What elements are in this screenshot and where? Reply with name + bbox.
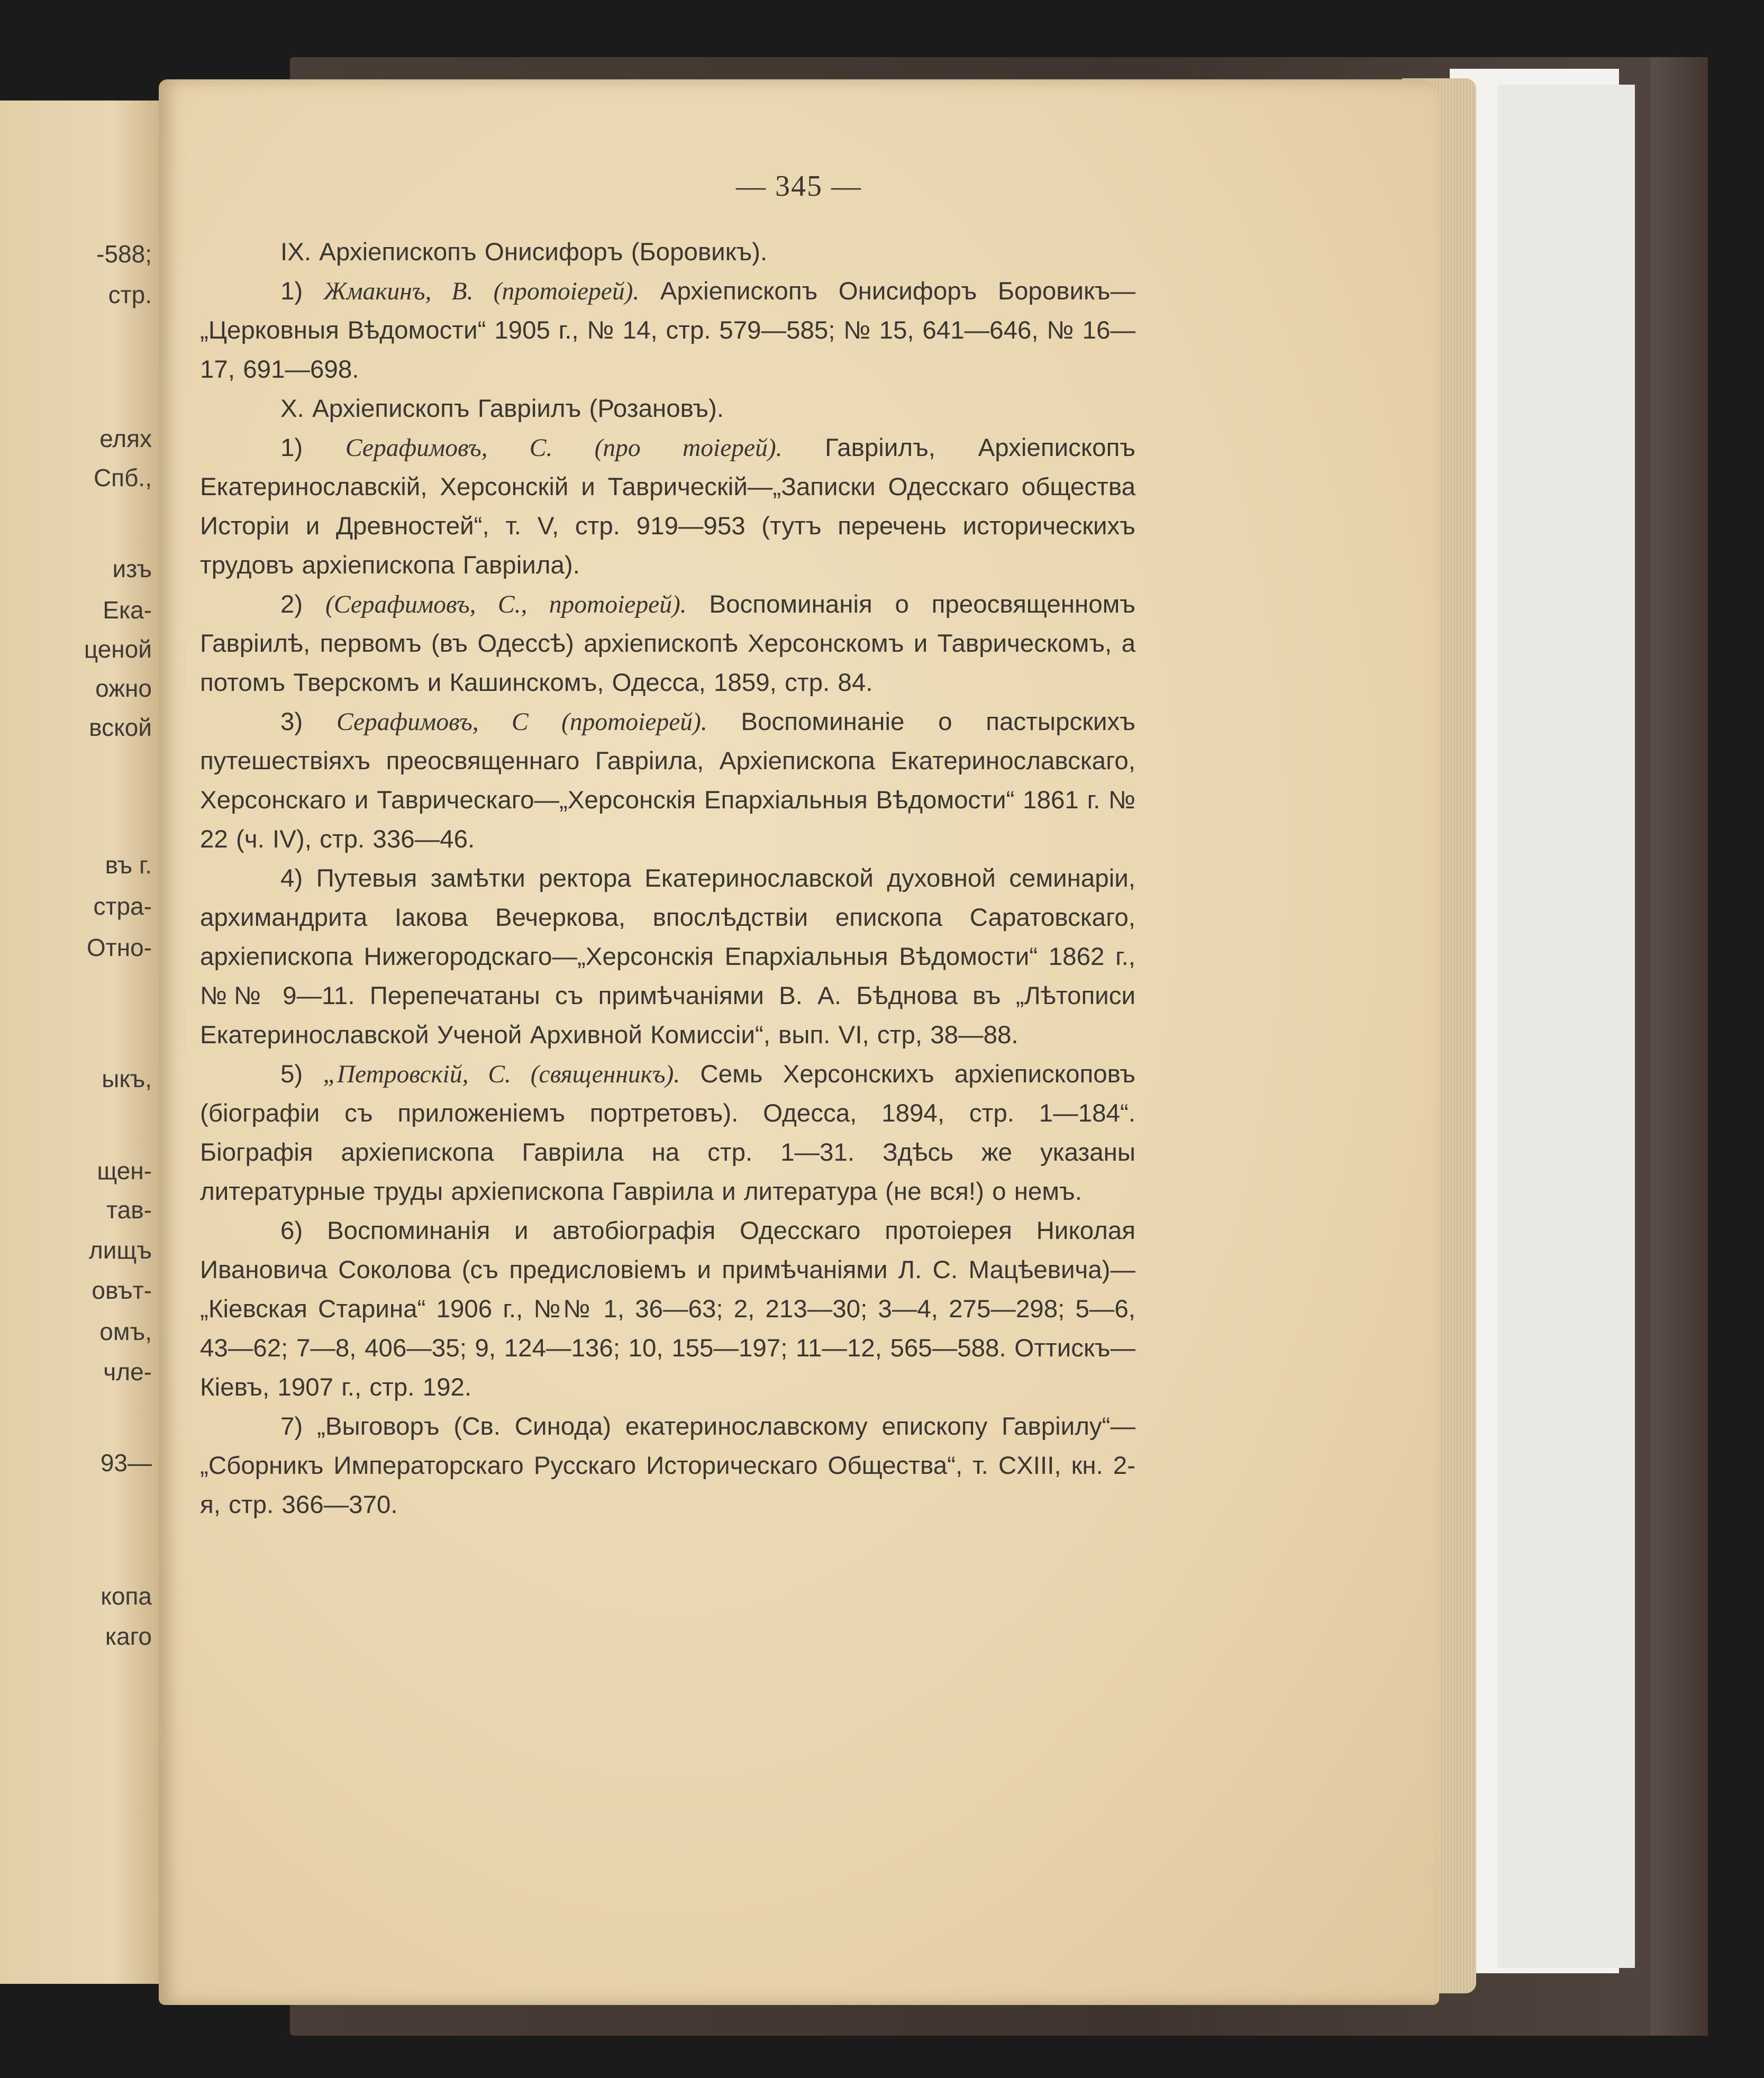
entry-number: 6)	[280, 1217, 303, 1245]
left-fragment: лищъ	[88, 1236, 152, 1264]
bibliography-entry	[200, 1055, 1135, 1211]
entry-number: 1)	[280, 434, 303, 462]
left-fragment: тав-	[106, 1196, 152, 1224]
entry-text: „Выговоръ (Св. Синода) екатеринославскому епископу Гавріилу“—„Сборникъ Императорскаго Русскаго Историческаго Общества“, т. CXIII, кн. 2-я, стр. 366—370.	[200, 1412, 1135, 1519]
white-sheet-back	[1497, 85, 1635, 1968]
entry-author: Серафимовъ, С. (про тоіерей).	[345, 434, 783, 462]
left-fragment: Спб.,	[93, 464, 152, 491]
entry-number: 5)	[280, 1060, 303, 1088]
entry-number: 2)	[280, 590, 303, 618]
left-fragment: вской	[89, 714, 152, 741]
entry-author: (Серафимовъ, С., протоіерей).	[325, 591, 687, 618]
left-fragment: ыкъ,	[102, 1065, 152, 1092]
book-cover-edge	[1651, 57, 1708, 2036]
left-fragment: копа	[101, 1582, 152, 1610]
left-fragment: въ г.	[105, 851, 152, 879]
bibliography-entry	[200, 703, 1135, 859]
entry-text: Воспоминаніе о пастырскихъ путешествіяхъ преосвященнаго Гавріила, Архіепископа Екатеринославскаго, Херсонскаго и Таврическаго—„Херсонскія Епархіальныя Вѣдомости“ 1861 г. № 22 (ч. IV), стр. 336—46.	[200, 708, 1135, 853]
left-fragment: стра-	[93, 892, 152, 920]
bibliography-entry	[200, 1407, 1135, 1525]
entry-number: 1)	[280, 277, 303, 305]
left-fragment: ценой	[84, 635, 152, 663]
left-fragment: Отно-	[86, 934, 152, 961]
entry-text: Воспоминанія и автобіографія Одесскаго протоіерея Николая Ивановича Соколова (съ предисловіемъ и примѣчаніями Л. С. Мацѣевича)—„Кіевская Старина“ 1906 г., №№ 1, 36—63; 2, 213—30; 3—4, 275—298; 5—6, 43—62; 7—8, 406—35; 9, 124—136; 10, 155—197; 11—12, 565—588. Оттискъ—Кіевъ, 1907 г., стр. 192.	[200, 1217, 1135, 1401]
entry-text: Гавріилъ, Архіепископъ Екатеринославскій, Херсонскій и Таврическій—„Записки Одесскаго общества Исторіи и Древностей“, т. V, стр. 919—953 (тутъ перечень историческихъ трудовъ архіепископа Гавріила).	[200, 434, 1135, 579]
entry-number: 4)	[280, 864, 303, 892]
left-fragment: овът-	[92, 1277, 152, 1304]
left-fragment: чле-	[103, 1358, 152, 1386]
left-fragment: -588;	[96, 240, 152, 268]
bibliography-entry	[200, 585, 1135, 703]
left-fragment: 93—	[100, 1449, 152, 1477]
left-fragment: елях	[99, 425, 152, 452]
entry-number: 7)	[280, 1412, 303, 1441]
bibliography-entry	[200, 429, 1135, 585]
page-number: — 345 —	[736, 170, 862, 203]
entry-author: „Петровскій, С. (священникъ).	[323, 1061, 680, 1088]
entry-text: Архіепископъ Онисифоръ Боровикъ—„Церковныя Вѣдомости“ 1905 г., № 14, стр. 579—585; № 15, 641—646, № 16—17, 691—698.	[200, 277, 1135, 384]
bibliography-entry	[200, 859, 1135, 1055]
entry-text: Путевыя замѣтки ректора Екатеринославской духовной семинаріи, архимандрита Іакова Вечеркова, впослѣдствіи епископа Саратовскаго, архіепископа Нижегородскаго—„Херсонскія Епархіальныя Вѣдомости“ 1862 г., №№ 9—11. Перепечатаны съ примѣчаніями В. А. Бѣднова въ „Лѣтописи Екатеринославской Ученой Архивной Комиссіи“, вып. VI, стр, 38—88.	[200, 864, 1135, 1049]
entry-number: 3)	[280, 708, 303, 736]
left-fragment: щен-	[97, 1157, 152, 1184]
left-fragment: каго	[105, 1623, 152, 1650]
right-page	[159, 79, 1439, 2005]
entry-text: Воспоминанія о преосвященномъ Гавріилѣ, первомъ (въ Одессѣ) архіепископѣ Херсонскомъ и Таврическомъ, а потомъ Тверскомъ и Кашинскомъ, Одесса, 1859, стр. 84.	[200, 590, 1135, 697]
section-heading: X. Архіепископъ Гавріилъ (Розановъ).	[280, 395, 724, 423]
bibliography-entry	[200, 272, 1135, 389]
left-page-fragments	[0, 101, 156, 1984]
left-fragment: стр.	[108, 281, 152, 308]
entry-author: Серафимовъ, С (протоіерей).	[336, 708, 707, 736]
left-fragment: Ека-	[103, 596, 152, 624]
entry-author: Жмакинъ, В. (протоіерей).	[323, 278, 640, 305]
bibliography-text	[200, 233, 1135, 1525]
left-page	[0, 101, 161, 1984]
left-fragment: изъ	[112, 555, 152, 582]
left-fragment: омъ,	[99, 1318, 152, 1345]
section-heading: IX. Архіепископъ Онисифоръ (Боровикъ).	[280, 238, 768, 266]
bibliography-entry	[200, 1211, 1135, 1407]
entry-text: Семь Херсонскихъ архіепископовъ (біографіи съ приложеніемъ портретовъ). Одесса, 1894, стр. 1—184“. Біографія архіепископа Гавріила на стр. 1—31. Здѣсь же указаны литературные труды архіепископа Гавріила и литература (не вся!) о немъ.	[200, 1060, 1135, 1206]
left-fragment: ожно	[95, 675, 152, 702]
